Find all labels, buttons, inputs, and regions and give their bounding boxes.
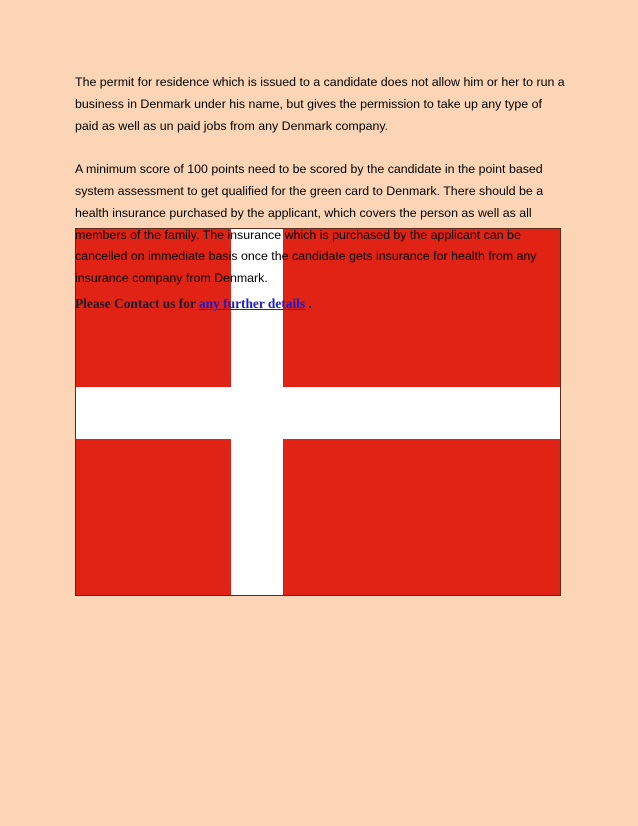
further-details-link[interactable]: any further details bbox=[198, 295, 306, 311]
paragraph-permit: The permit for residence which is issued to a candidate does not allow him or her to run a business in Denmark under his name, but gives the permission to take up any type of paid as well as un paid jobs from any Denmark company. bbox=[75, 75, 565, 133]
contact-prefix: Please Contact us for bbox=[75, 295, 196, 311]
document-body bbox=[75, 72, 565, 315]
contact-line bbox=[75, 293, 565, 315]
flag-cross-horizontal bbox=[76, 387, 560, 439]
paragraph-points: A minimum score of 100 points need to be scored by the candidate in the point based system assessment to get qualified for the green card to Denmark. There should be a health insurance purchased by the applicant, which covers the person as well as all members of the family. The insurance which is purchased by the applicant can be cancelled on immediate basis once the candidate gets insurance for health from any insurance company from Denmark. bbox=[75, 162, 544, 286]
contact-suffix: . bbox=[308, 295, 312, 311]
